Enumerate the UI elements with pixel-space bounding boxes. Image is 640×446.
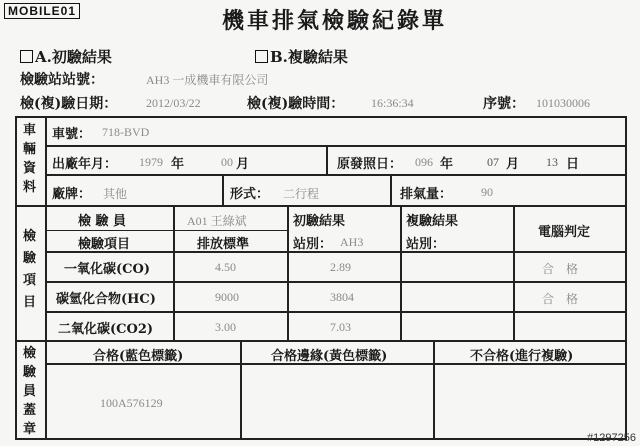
row-co2-result: 7.03 <box>330 320 351 334</box>
row-hc-result: 3804 <box>330 290 354 304</box>
re-station-label: 站別： <box>406 237 446 252</box>
plate-label: 車號： <box>52 127 92 142</box>
option-recheck-label: B.複驗結果 <box>270 48 348 66</box>
time-label: 檢(複)驗時間： <box>247 96 345 112</box>
license-label: 原發照日： <box>337 157 403 172</box>
license-day: 13 <box>546 155 558 169</box>
pass-label-number: 100A576129 <box>100 396 163 410</box>
inspector-value: A01 王綠斌 <box>187 214 247 228</box>
brand-label: 廠牌： <box>52 187 92 202</box>
init-result-label: 初驗結果 <box>293 214 346 229</box>
re-result-label: 複驗結果 <box>406 214 459 229</box>
mfg-year-unit: 年 <box>171 157 185 172</box>
row-hc-std: 9000 <box>215 290 239 304</box>
time-value: 16:36:34 <box>371 96 414 110</box>
pass-label: 合格(藍色標籤) <box>93 349 184 364</box>
option-initial-label: A.初驗結果 <box>35 48 112 66</box>
license-year: 096 <box>415 155 433 169</box>
mfg-label: 出廠年月： <box>52 157 118 172</box>
date-value: 2012/03/22 <box>146 96 201 110</box>
vehicle-section-header: 車輛資料 <box>23 123 37 195</box>
checkbox-initial <box>20 50 33 63</box>
row-co2-item: 二氧化碳(CO2) <box>58 322 154 337</box>
license-year-unit: 年 <box>440 157 454 172</box>
item-label: 檢驗項目 <box>78 237 131 252</box>
row-co2-std: 3.00 <box>215 320 236 334</box>
mfg-month-unit: 月 <box>236 157 250 172</box>
row-hc-verdict: 合 格 <box>542 292 579 306</box>
plate-value: 718-BVD <box>102 125 150 139</box>
serial-label: 序號： <box>483 96 525 112</box>
row-co-result: 2.89 <box>330 260 351 274</box>
fail-label: 不合格(進行複驗) <box>470 349 574 364</box>
serial-value: 101030006 <box>536 96 590 110</box>
pc-verdict-label: 電腦判定 <box>538 225 591 240</box>
row-co-std: 4.50 <box>215 260 236 274</box>
borderline-label: 合格邊緣(黃色標籤) <box>271 349 388 364</box>
license-day-unit: 日 <box>566 157 580 172</box>
std-label: 排放標準 <box>197 237 250 252</box>
type-value: 二行程 <box>283 187 320 201</box>
init-station-label: 站別： <box>293 237 333 252</box>
cc-value: 90 <box>481 185 493 199</box>
option-recheck <box>255 46 348 67</box>
init-station-value: AH3 <box>340 235 364 249</box>
cc-label: 排氣量： <box>400 187 453 202</box>
stamp-section-header: 檢驗員蓋章 <box>23 346 37 437</box>
license-month: 07 <box>487 155 499 169</box>
type-label: 形式： <box>230 187 270 202</box>
inspector-label: 檢 驗 員 <box>78 214 127 229</box>
watermark-logo: MOBILE01 <box>4 3 80 19</box>
station-value: AH3 一成機車有限公司 <box>146 73 269 87</box>
page-title: 機車排氣檢驗紀錄單 <box>222 8 448 34</box>
checkbox-recheck <box>255 50 268 63</box>
row-co-item: 一氧化碳(CO) <box>64 262 150 277</box>
mfg-year: 1979 <box>139 155 163 169</box>
row-hc-item: 碳氫化合物(HC) <box>56 292 156 307</box>
inspection-section-header: 檢驗項目 <box>23 229 37 310</box>
watermark-id: #1297256 <box>587 432 636 444</box>
row-co-verdict: 合 格 <box>542 262 579 276</box>
option-initial <box>20 46 112 67</box>
station-label: 檢驗站站號： <box>20 72 104 88</box>
mfg-month: 00 <box>221 155 233 169</box>
brand-value: 其他 <box>103 187 128 201</box>
license-month-unit: 月 <box>506 157 520 172</box>
date-label: 檢(複)驗日期： <box>20 96 118 112</box>
